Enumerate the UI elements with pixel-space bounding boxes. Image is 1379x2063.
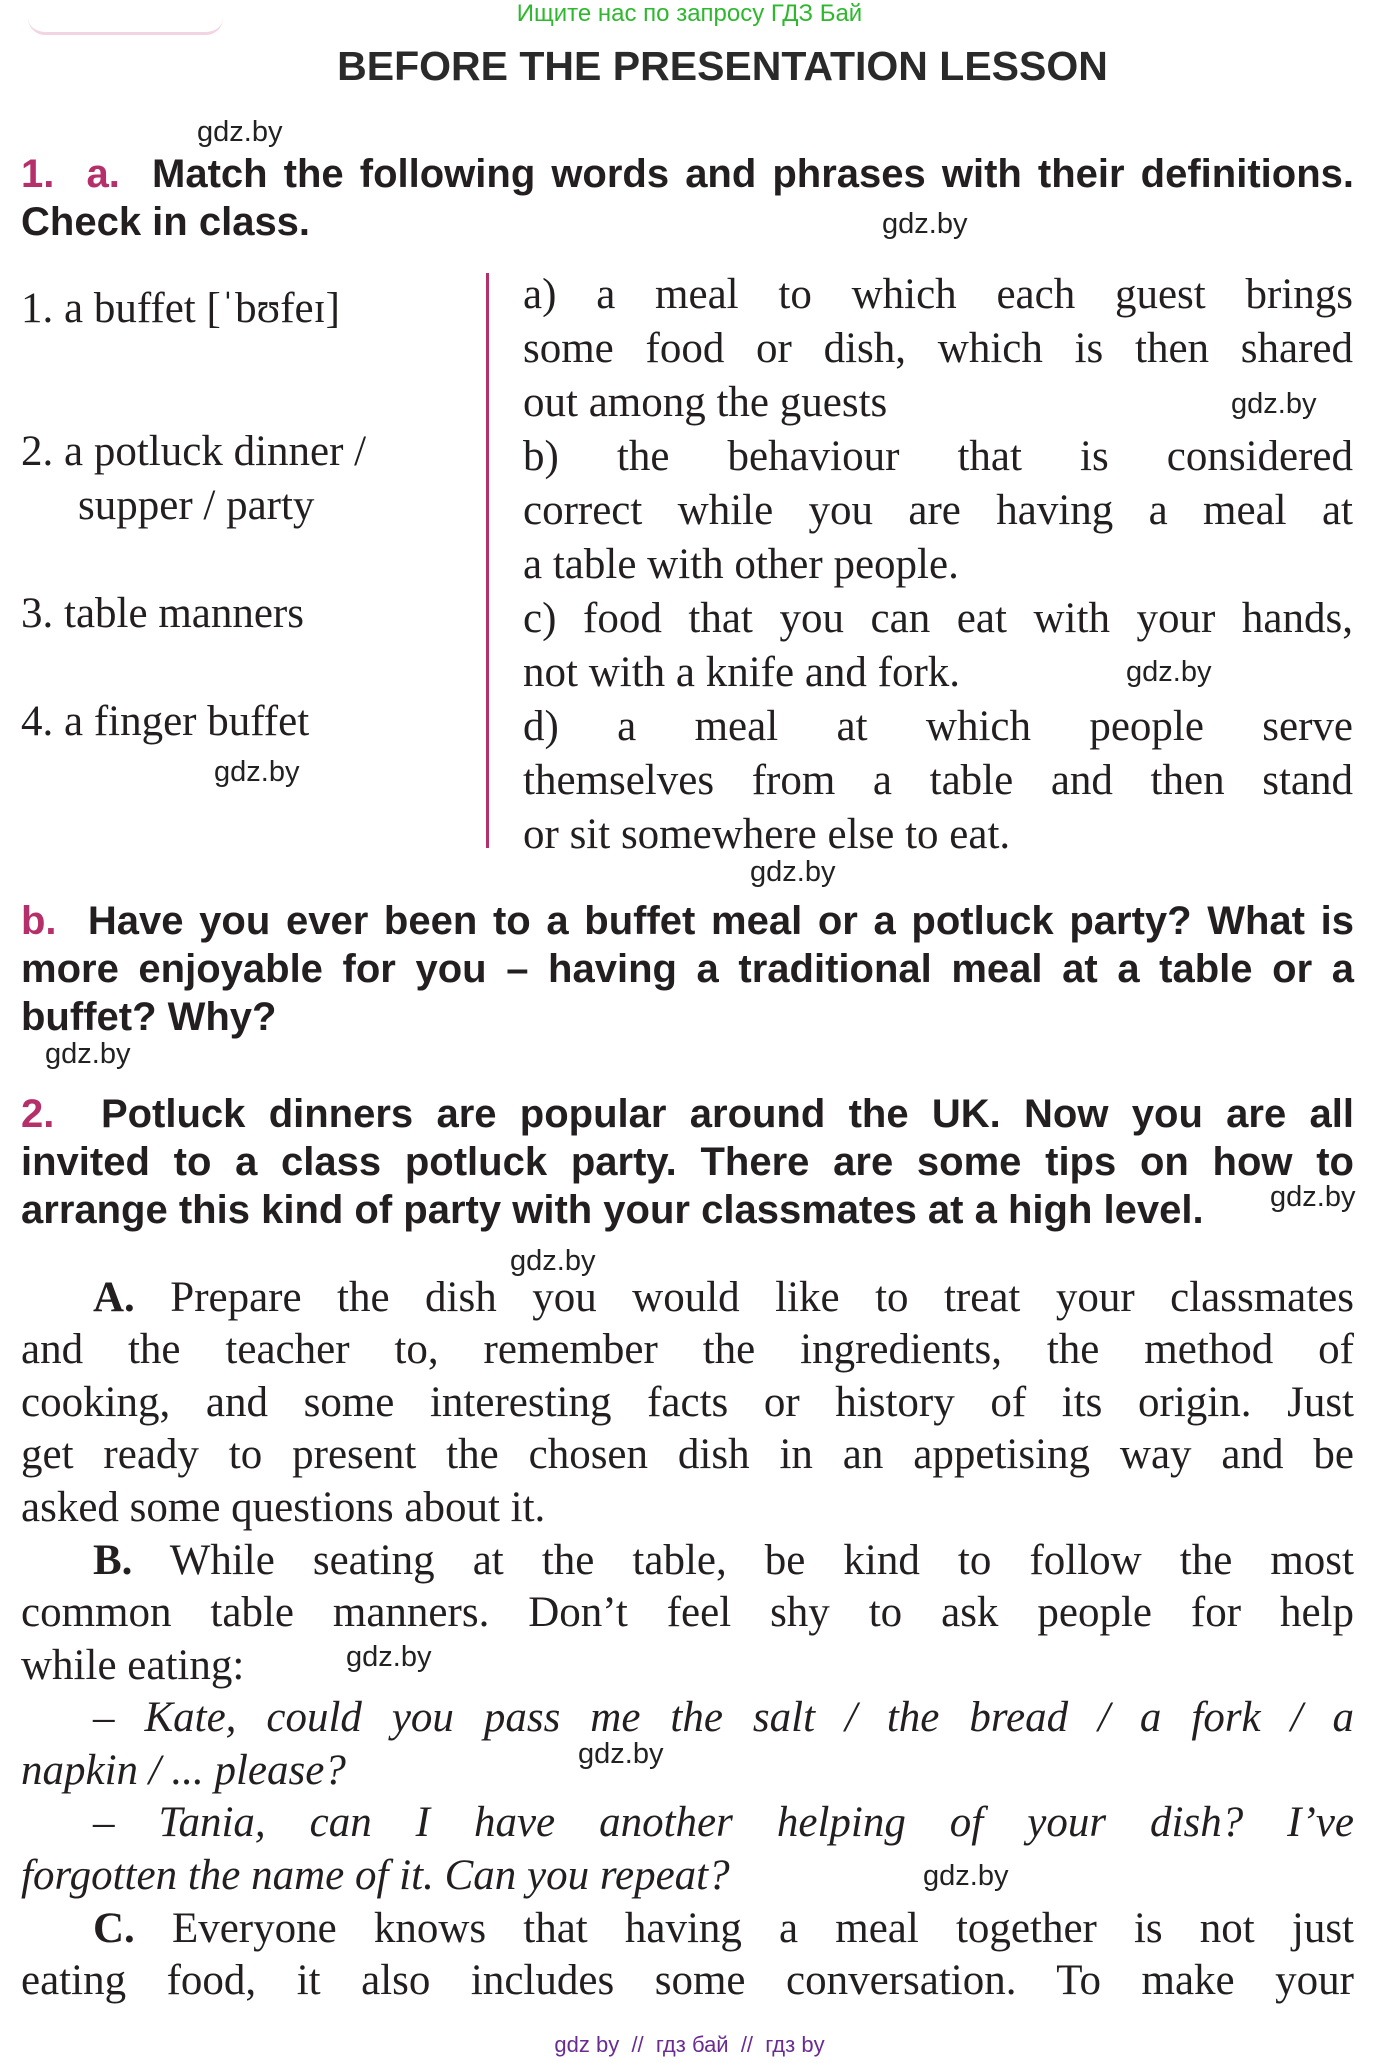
exercise-number: 2.	[21, 1092, 55, 1136]
definition-d-line-3: or sit somewhere else to eat.	[523, 811, 1011, 858]
tip-b-line-1: B. While seating at the table, be kind to follow the most	[93, 1537, 1354, 1584]
part-letter: b.	[21, 899, 57, 943]
watermark: gdz.by	[197, 116, 283, 148]
part-letter: a.	[86, 152, 120, 196]
footer-links[interactable]: gdz by // гдз бай // гдз by	[554, 2032, 825, 2057]
tip-a-line-1: A. Prepare the dish you would like to treat your classmates	[93, 1274, 1354, 1321]
instruction-text: Match the following words and phrases with their definitions.	[152, 152, 1354, 196]
quote-2-line-2: forgotten the name of it. Can you repeat?	[21, 1852, 730, 1899]
exercise-number: 1.	[21, 152, 55, 196]
exercise-2-line-3: arrange this kind of party with your classmates at a high level.	[21, 1188, 1204, 1232]
definition-a-line-3: out among the guests	[523, 379, 888, 426]
tip-label: A.	[93, 1274, 135, 1321]
word-2: 2. a potluck dinner /	[21, 428, 367, 475]
tip-label: C.	[93, 1905, 135, 1952]
exercise-2-line-2: invited to a class potluck party. There are some tips on how to	[21, 1140, 1354, 1184]
definition-d-line-2: themselves from a table and then stand	[523, 757, 1353, 804]
exercise-1a-line-2: Check in class.	[21, 200, 311, 244]
watermark: gdz.by	[750, 856, 836, 888]
watermark: gdz.by	[1231, 388, 1317, 420]
quote-1-line-1: – Kate, could you pass me the salt / the bread / a fork / a	[93, 1694, 1354, 1741]
word-3: 3. table manners	[21, 590, 304, 637]
tip-a-line-5: asked some questions about it.	[21, 1484, 546, 1531]
definition-d-line-1: d) a meal at which people serve	[523, 703, 1353, 750]
word-2-continued: supper / party	[78, 482, 315, 529]
tip-a-line-2: and the teacher to, remember the ingredients, the method of	[21, 1326, 1354, 1373]
definition-a-line-2: some food or dish, which is then shared	[523, 325, 1353, 372]
definition-b-line-2: correct while you are having a meal at	[523, 487, 1353, 534]
watermark: gdz.by	[346, 1641, 432, 1673]
definition-c-line-1: c) food that you can eat with your hands,	[523, 595, 1353, 642]
column-divider	[486, 273, 489, 848]
tip-c-line-1: C. Everyone knows that having a meal together is not just	[93, 1905, 1355, 1952]
quote-2-line-1: – Tania, can I have another helping of your dish? I’ve	[93, 1799, 1354, 1846]
watermark: gdz.by	[45, 1038, 131, 1070]
word-1: 1. a buffet [ˈbʊfeɪ]	[21, 285, 340, 332]
exercise-1b-line-1: b. Have you ever been to a buffet meal or a potluck party? What is	[21, 899, 1355, 943]
exercise-1b-line-2: more enjoyable for you – having a traditional meal at a table or a	[21, 947, 1354, 991]
definition-a-line-1: a) a meal to which each guest brings	[523, 271, 1353, 318]
watermark: gdz.by	[1270, 1181, 1356, 1213]
definition-c-line-2: not with a knife and fork.	[523, 649, 961, 696]
watermark: gdz.by	[1126, 656, 1212, 688]
definition-b-line-3: a table with other people.	[523, 541, 959, 588]
watermark: gdz.by	[923, 1860, 1009, 1892]
tip-b-line-3: while eating:	[21, 1642, 245, 1689]
exercise-1a-line-1	[21, 150, 1354, 198]
transcription: [ˈbʊfeɪ]	[206, 285, 340, 332]
tip-a-line-3: cooking, and some interesting facts or history of its origin. Just	[21, 1379, 1354, 1426]
word-4: 4. a finger buffet	[21, 698, 310, 745]
watermark: gdz.by	[510, 1245, 596, 1277]
watermark: gdz.by	[578, 1738, 664, 1770]
tip-b-line-2: common table manners. Don’t feel shy to ask people for help	[21, 1589, 1354, 1636]
definition-b-line-1: b) the behaviour that is considered	[523, 433, 1354, 480]
quote-1-line-2: napkin / ... please?	[21, 1747, 346, 1794]
watermark: gdz.by	[214, 756, 300, 788]
exercise-2-line-1: 2. Potluck dinners are popular around the UK. Now you are all	[21, 1092, 1354, 1136]
page-title: BEFORE THE PRESENTATION LESSON	[337, 43, 1108, 89]
top-banner[interactable]: Ищите нас по запросу ГДЗ Бай	[516, 0, 863, 27]
watermark: gdz.by	[882, 208, 968, 240]
tip-label: B.	[93, 1537, 133, 1584]
exercise-1b-line-3: buffet? Why?	[21, 995, 277, 1039]
tip-a-line-4: get ready to present the chosen dish in an appetising way and be	[21, 1431, 1354, 1478]
tip-c-line-2: eating food, it also includes some conversation. To make your	[21, 1957, 1354, 2004]
